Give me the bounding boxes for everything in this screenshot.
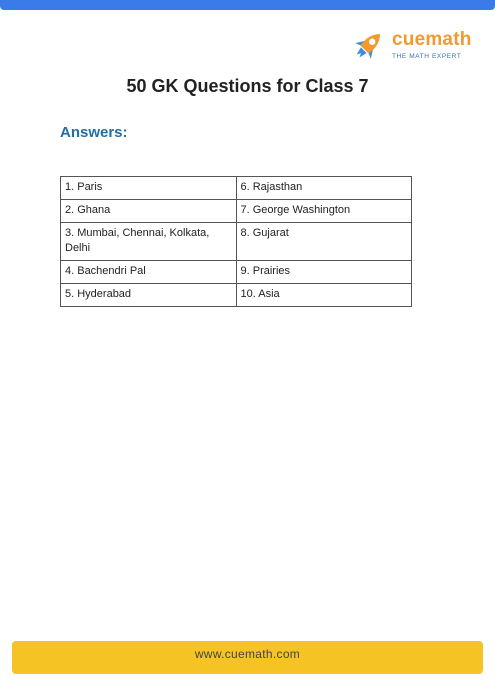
answer-cell: 5. Hyderabad bbox=[61, 284, 237, 307]
answer-cell: 10. Asia bbox=[236, 284, 412, 307]
cuemath-logo bbox=[348, 26, 478, 68]
footer-url-link[interactable]: www.cuemath.com bbox=[194, 647, 301, 661]
answer-cell: 6. Rajasthan bbox=[236, 177, 412, 200]
page-title: 50 GK Questions for Class 7 bbox=[126, 76, 369, 96]
answer-cell: 9. Prairies bbox=[236, 261, 412, 284]
answer-cell: 2. Ghana bbox=[61, 200, 237, 223]
answer-cell: 1. Paris bbox=[61, 177, 237, 200]
rocket-icon bbox=[348, 26, 388, 66]
answers-table bbox=[60, 176, 412, 307]
table-row bbox=[61, 177, 412, 200]
table-row bbox=[61, 261, 412, 284]
table-row bbox=[61, 200, 412, 223]
table-row bbox=[61, 284, 412, 307]
logo-tagline: THE MATH EXPERT bbox=[392, 53, 462, 60]
answer-cell: 7. George Washington bbox=[236, 200, 412, 223]
answer-cell: 4. Bachendri Pal bbox=[61, 261, 237, 284]
table-row bbox=[61, 223, 412, 261]
answer-cell: 8. Gujarat bbox=[236, 223, 412, 261]
logo-brand-text: cuemath bbox=[392, 29, 472, 50]
answers-heading: Answers: bbox=[60, 124, 128, 141]
footer-bar bbox=[12, 641, 483, 674]
top-accent-bar bbox=[0, 0, 495, 10]
answer-cell: 3. Mumbai, Chennai, Kolkata, Delhi bbox=[61, 223, 237, 261]
